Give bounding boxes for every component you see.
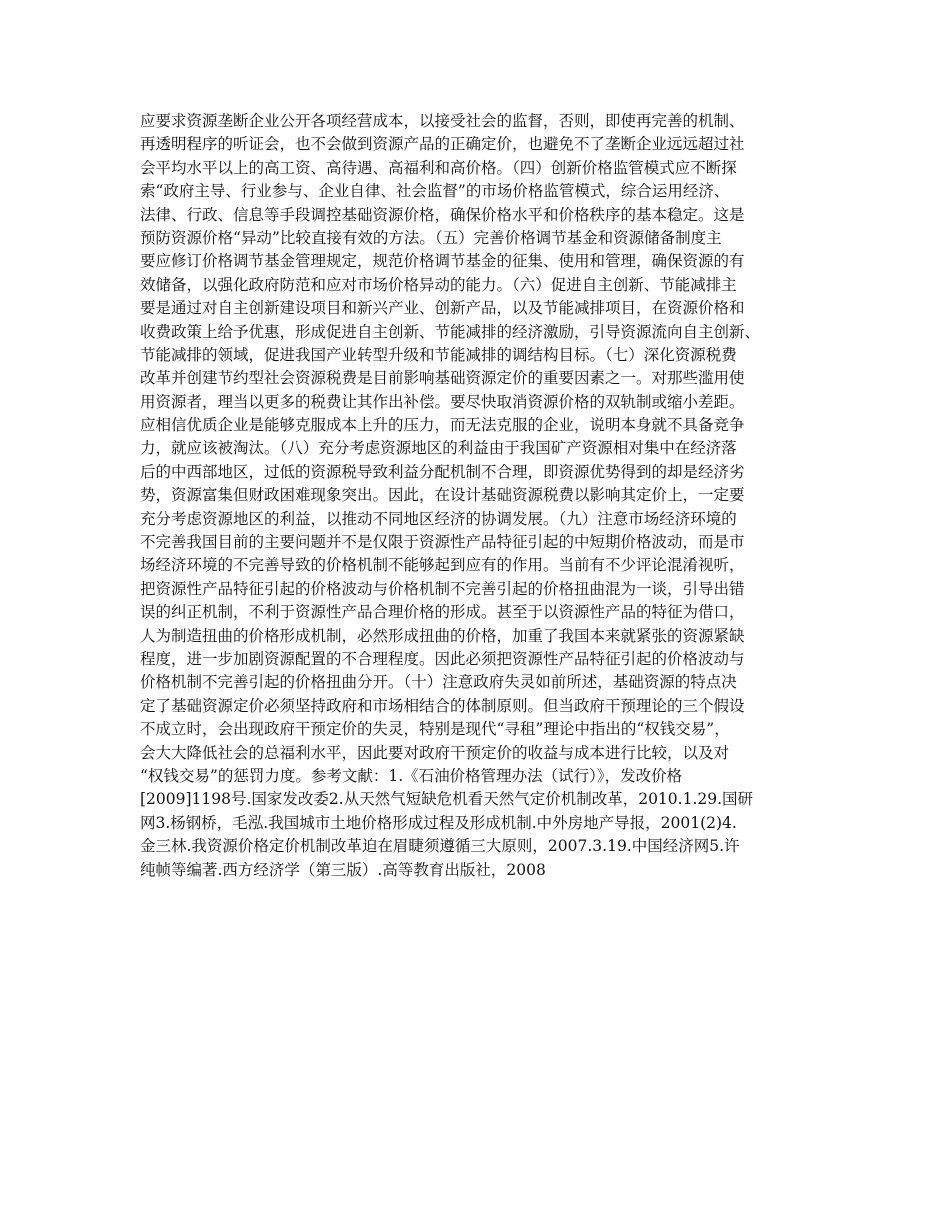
- text-line: 势，资源富集但财政困难现象突出。因此，在设计基础资源税费以影响其定价上，一定要: [140, 486, 745, 505]
- text-line: 要是通过对自主创新建设项目和新兴产业、创新产品，以及节能减排项目，在资源价格和: [140, 299, 745, 318]
- text-line: 程度，进一步加剧资源配置的不合理程度。因此必须把资源性产品特征引起的价格波动与: [140, 649, 745, 668]
- document-body: [140, 110, 815, 882]
- text-line: 纯帧等编著.西方经济学（第三版）.高等教育出版社，2008: [140, 860, 546, 879]
- text-line: 改革并创建节约型社会资源税费是目前影响基础资源定价的重要因素之一。对那些滥用使: [140, 369, 745, 388]
- text-line: 充分考虑资源地区的利益，以推动不同地区经济的协调发展。（九）注意市场经济环境的: [140, 509, 737, 528]
- text-line: 再透明程序的听证会，也不会做到资源产品的正确定价，也避免不了垄断企业远远超过社: [140, 135, 745, 154]
- text-line: 应要求资源垄断企业公开各项经营成本，以接受社会的监督，否则，即使再完善的机制、: [140, 112, 745, 130]
- text-line: 把资源性产品特征引起的价格波动与价格机制不完善引起的价格扭曲混为一谈，引导出错: [140, 579, 745, 598]
- text-line: 不成立时，会出现政府干预定价的失灵，特别是现代“寻租”理论中指出的“权钱交易”，: [140, 720, 730, 739]
- text-line: 收费政策上给予优惠，形成促进自主创新、节能减排的经济激励，引导资源流向自主创新、: [140, 322, 761, 341]
- text-line: 场经济环境的不完善导致的价格机制不能够起到应有的作用。当前有不少评论混淆视听，: [140, 556, 745, 575]
- text-line: 法律、行政、信息等手段调控基础资源价格，确保价格水平和价格秩序的基本稳定。这是: [140, 205, 745, 224]
- text-line: 节能减排的领域，促进我国产业转型升级和节能减排的调结构目标。（七）深化资源税费: [140, 345, 737, 364]
- text-line: “权钱交易”的惩罚力度。参考文献：1.《石油价格管理办法（试行）》，发改价格: [140, 766, 683, 785]
- text-line: 人为制造扭曲的价格形成机制，必然形成扭曲的价格，加重了我国本来就紧张的资源紧缺: [140, 626, 745, 645]
- text-line: 金三林.我资源价格定价机制改革迫在眉睫须遵循三大原则，2007.3.19.中国经济网5.许: [140, 837, 740, 856]
- text-line: 后的中西部地区，过低的资源税导致利益分配机制不合理，即资源优势得到的却是经济劣: [140, 462, 745, 481]
- text-line: 定了基础资源定价必须坚持政府和市场相结合的体制原则。但当政府干预理论的三个假设: [140, 696, 745, 715]
- text-line: 要应修订价格调节基金管理规定，规范价格调节基金的征集、使用和管理，确保资源的有: [140, 252, 745, 271]
- text-line: 用资源者，理当以更多的税费让其作出补偿。要尽快取消资源价格的双轨制或缩小差距。: [140, 392, 745, 411]
- text-line: 网3.杨钢桥，毛泓.我国城市土地价格形成过程及形成机制.中外房地产导报，2001(2)4.: [140, 813, 737, 832]
- text-line: 误的纠正机制，不利于资源性产品合理价格的形成。甚至于以资源性产品的特征为借口，: [140, 603, 745, 622]
- text-line: 会平均水平以上的高工资、高待遇、高福利和高价格。（四）创新价格监管模式应不断探: [140, 158, 737, 177]
- text-line: 力，就应该被淘汰。（八）充分考虑资源地区的利益由于我国矿产资源相对集中在经济落: [140, 439, 737, 458]
- text-line: 会大大降低社会的总福利水平，因此要对政府干预定价的收益与成本进行比较，以及对: [140, 743, 730, 762]
- text-line: [2009]1198号.国家发改委2.从天然气短缺危机看天然气定价机制改革，2010.1.29.国研: [140, 790, 754, 809]
- text-line: 索“政府主导、行业参与、企业自律、社会监督”的市场价格监管模式，综合运用经济、: [140, 182, 730, 201]
- text-line: 价格机制不完善引起的价格扭曲分开。（十）注意政府失灵如前所述，基础资源的特点决: [140, 673, 737, 692]
- text-line: 预防资源价格“异动”比较直接有效的方法。（五）完善价格调节基金和资源储备制度主: [140, 228, 722, 247]
- text-line: 应相信优质企业是能够克服成本上升的压力，而无法克服的企业，说明本身就不具备竞争: [140, 416, 745, 435]
- text-line: 不完善我国目前的主要问题并不是仅限于资源性产品特征引起的中短期价格波动，而是市: [140, 533, 745, 552]
- text-line: 效储备，以强化政府防范和应对市场价格异动的能力。（六）促进自主创新、节能减排主: [140, 275, 737, 294]
